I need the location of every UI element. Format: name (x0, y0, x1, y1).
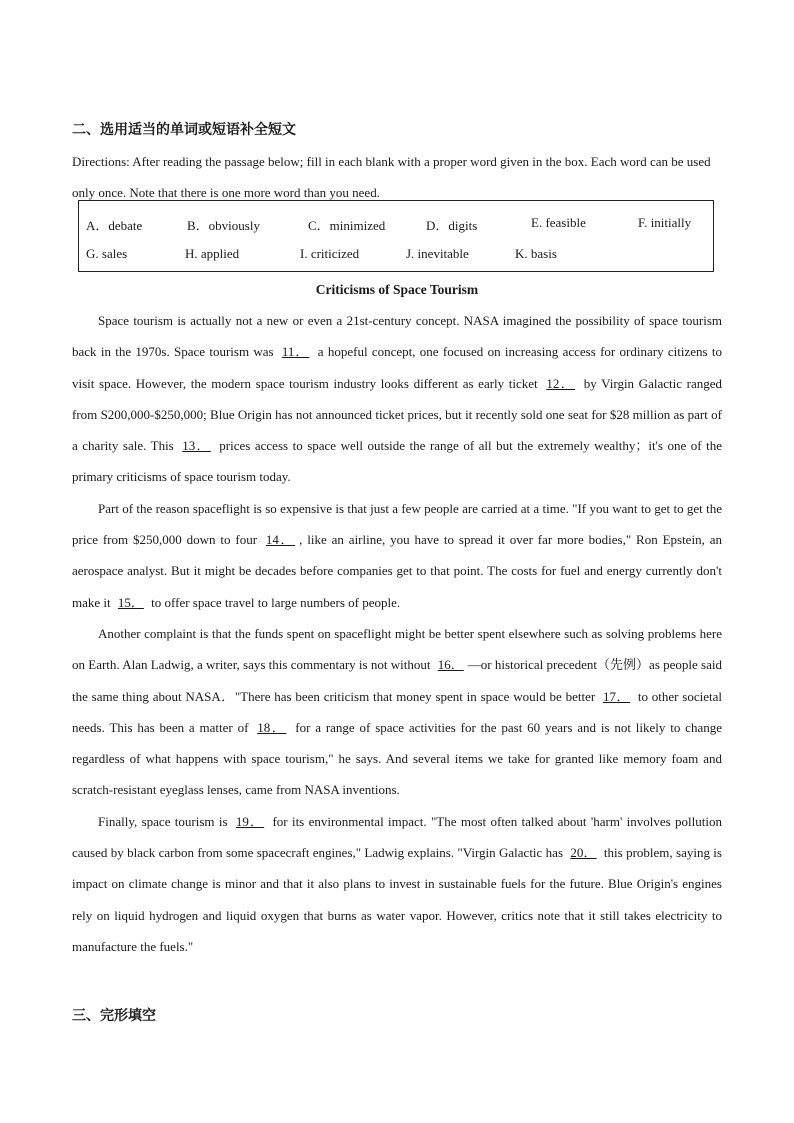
word-option-k: K. basis (515, 246, 557, 261)
word-option-d: D．digits (426, 218, 478, 233)
blank-14[interactable]: 14． (265, 532, 296, 548)
passage-title: Criticisms of Space Tourism (315, 282, 479, 297)
paragraph-2: Part of the reason spaceflight is so expensive is that just a few people are carried at a time. "If you want to get to get the price from $250,000 down to four 14． , like an airline, you have to spread it over far more bodies," Ron Epstein, an aerospace analyst. But it might be decades before companies get to that point. The costs for fuel and energy currently don't make it 15． to offer space travel to large numbers of people. (72, 500, 722, 610)
passage-body (72, 305, 722, 962)
paragraph-1: Space tourism is actually not a new or even a 21st-century concept. NASA imagined the possibility of space tourism back in the 1970s. Space tourism was 11． a hopeful concept, one focused on increasing access for ordinary citizens to visit space. However, the modern space tourism industry looks different as early ticket 12． by Virgin Galactic ranged from S200,000-$250,000; Blue Origin has not announced ticket prices, but it recently sold one seat for $28 million as part of a charity sale. This 13． prices access to space well outside the range of all but the extremely wealthy；it's one of the primary criticisms of space tourism today. (72, 313, 722, 485)
blank-19[interactable]: 19． (235, 813, 265, 829)
word-option-g: G. sales (86, 246, 128, 261)
word-option-c: C．minimized (308, 218, 386, 233)
paragraph-4: Finally, space tourism is 19． for its environmental impact. "The most often talked about 'harm' involves pollution caused by black carbon from some spacecraft engines," Ladwig explains. "Virgin Galactic has 20． this problem, saying is impact on climate change is minor and that it also plans to invest in sustainable fuels for the future. Blue Origin's engines rely on liquid hydrogen and liquid oxygen that burns as water vapor. However, critics note that it still takes electricity to manufacture the fuels." (72, 813, 722, 954)
section-heading-3: 三、完形填空 (72, 1008, 156, 1024)
blank-16[interactable]: 16． (437, 657, 464, 673)
word-option-e: E. feasible (531, 215, 586, 230)
blank-13[interactable]: 13． (182, 438, 211, 454)
blank-17[interactable]: 17． (602, 688, 631, 704)
word-option-a: A．debate (86, 218, 143, 233)
word-bank-box (78, 200, 714, 272)
word-option-h: H. applied (185, 246, 240, 261)
word-option-i: I. criticized (300, 246, 360, 261)
blank-20[interactable]: 20． (570, 845, 597, 861)
blank-12[interactable]: 12． (546, 375, 576, 391)
word-option-j: J. inevitable (406, 246, 469, 261)
directions-text: Directions: After reading the passage below; fill in each blank with a proper word given in the box. Each word can be used only once. Note that there is one more word than you need. (72, 154, 711, 200)
paragraph-3: Another complaint is that the funds spent on spaceflight might be better spent elsewhere such as solving problems here on Earth. Alan Ladwig, a writer, says this commentary is not without 16． —or historical precedent（先例）as people said the same thing about NASA．"There has been criticism that money spent in space would be better 17． to other societal needs. This has been a matter of 18． for a range of space activities for the past 60 years and is not likely to change regardless of what happens with space tourism," he says. And several items we take for granted like memory foam and scratch-resistant eyeglass lenses, came from NASA inventions. (72, 625, 722, 798)
word-option-f: F. initially (638, 215, 692, 230)
blank-11[interactable]: 11． (281, 344, 310, 360)
section-heading-2: 二、选用适当的单词或短语补全短文 (72, 122, 296, 138)
blank-15[interactable]: 15． (117, 594, 144, 610)
word-option-b: B．obviously (187, 218, 260, 233)
blank-18[interactable]: 18． (257, 719, 287, 735)
